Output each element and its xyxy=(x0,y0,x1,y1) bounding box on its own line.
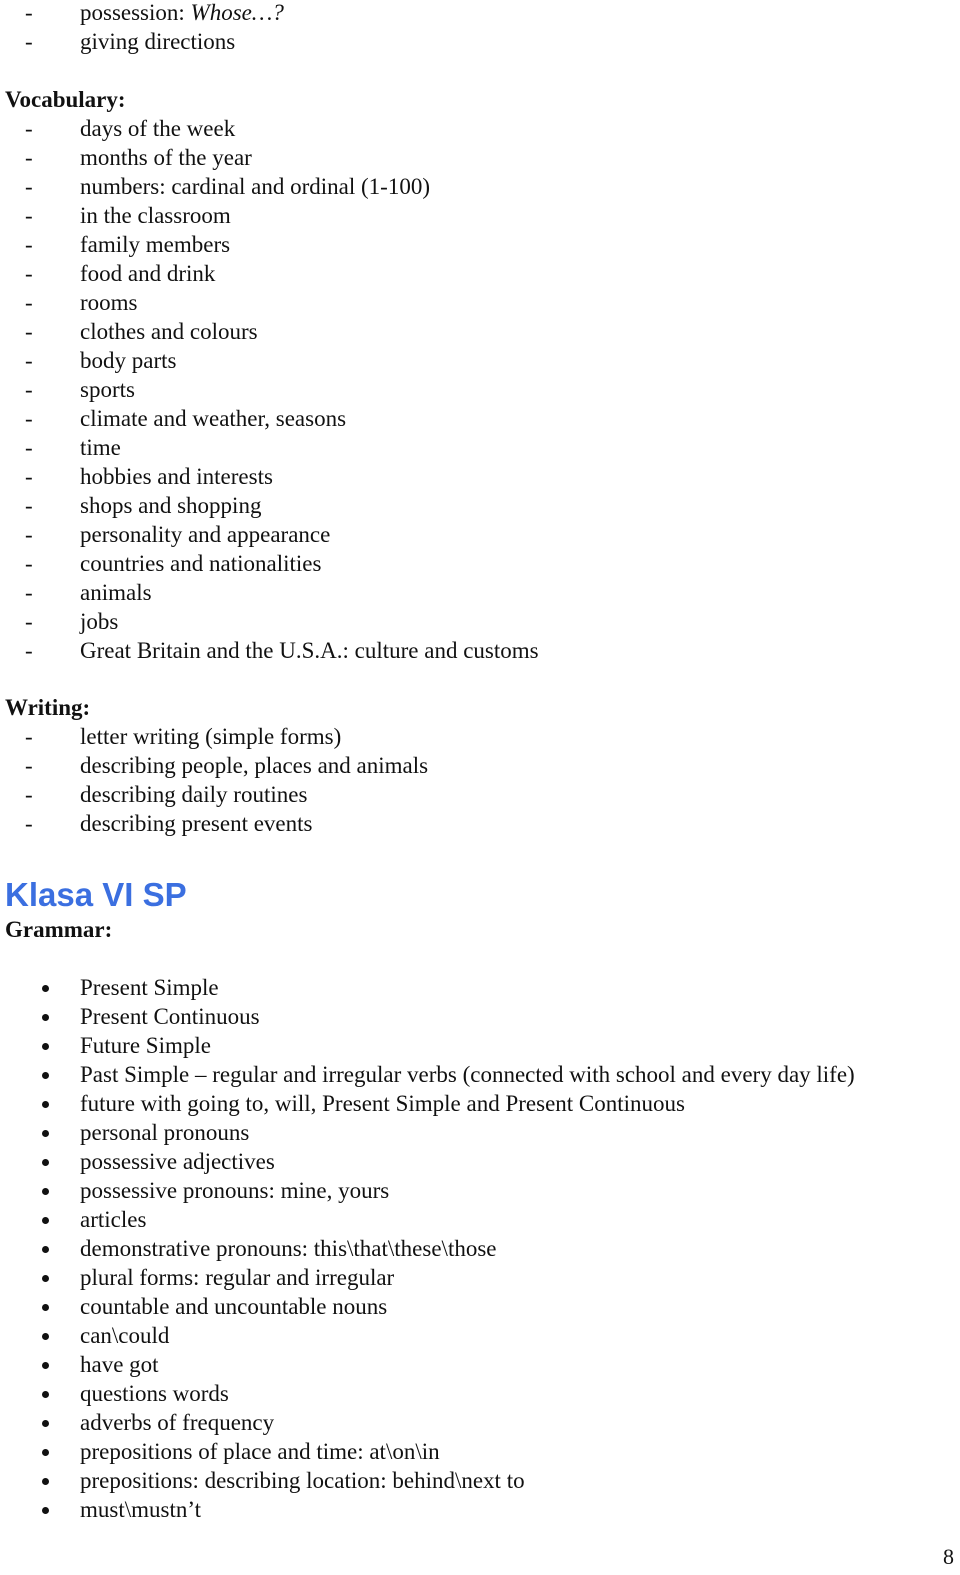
list-item-text: demonstrative pronouns: this\that\these\those xyxy=(80,1236,497,1261)
list-item-text: time xyxy=(80,435,121,460)
list-item-text: adverbs of frequency xyxy=(80,1410,275,1435)
list-item-text: personality and appearance xyxy=(80,522,331,547)
list-item-text: jobs xyxy=(80,609,119,634)
bullet-icon xyxy=(42,1043,49,1050)
dash-marker: - xyxy=(25,522,33,547)
bullet-icon xyxy=(42,1362,49,1369)
dash-marker: - xyxy=(25,724,33,749)
dash-marker: - xyxy=(25,377,33,402)
list-item-text: Present Continuous xyxy=(80,1004,260,1029)
list-item-text: body parts xyxy=(80,348,177,373)
list-item-text: can\could xyxy=(80,1323,170,1348)
dash-marker: - xyxy=(25,145,33,170)
bullet-icon xyxy=(42,1159,49,1166)
writing-heading: Writing: xyxy=(5,695,91,720)
dash-marker: - xyxy=(25,261,33,286)
bullet-icon xyxy=(42,1130,49,1137)
list-item-text: describing people, places and animals xyxy=(80,753,429,778)
list-item-text: family members xyxy=(80,232,231,257)
bullet-icon xyxy=(42,1449,49,1456)
dash-marker: - xyxy=(25,406,33,431)
dash-marker: - xyxy=(25,348,33,373)
list-item-text: describing daily routines xyxy=(80,782,308,807)
list-item-text: prepositions of place and time: at\on\in xyxy=(80,1439,440,1464)
list-item-text: possessive pronouns: mine, yours xyxy=(80,1178,390,1203)
list-item-text: months of the year xyxy=(80,145,252,170)
dash-marker: - xyxy=(25,753,33,778)
list-item-text: Past Simple – regular and irregular verbs (connected with school and every day life) xyxy=(80,1062,855,1087)
bullet-icon xyxy=(42,1217,49,1224)
list-item-text: rooms xyxy=(80,290,138,315)
list-item-text: Great Britain and the U.S.A.: culture and customs xyxy=(80,638,539,663)
list-item-text: in the classroom xyxy=(80,203,231,228)
bullet-icon xyxy=(42,1478,49,1485)
list-item-text: hobbies and interests xyxy=(80,464,273,489)
dash-marker: - xyxy=(25,464,33,489)
dash-marker: - xyxy=(25,609,33,634)
list-item-text: animals xyxy=(80,580,152,605)
list-item-text: clothes and colours xyxy=(80,319,258,344)
list-item-text: Present Simple xyxy=(80,975,219,1000)
bullet-icon xyxy=(42,1101,49,1108)
list-item-text: personal pronouns xyxy=(80,1120,250,1145)
bullet-icon xyxy=(42,985,49,992)
list-item-text: plural forms: regular and irregular xyxy=(80,1265,395,1290)
list-item-text: days of the week xyxy=(80,116,236,141)
bullet-icon xyxy=(42,1507,49,1514)
dash-marker: - xyxy=(25,435,33,460)
list-item-text: future with going to, will, Present Simple and Present Continuous xyxy=(80,1091,685,1116)
dash-marker: - xyxy=(25,232,33,257)
dash-marker: - xyxy=(25,638,33,663)
class-title: Klasa VI SP xyxy=(5,876,187,913)
dash-marker: - xyxy=(25,174,33,199)
dash-marker: - xyxy=(25,811,33,836)
list-item-text: countries and nationalities xyxy=(80,551,322,576)
bullet-icon xyxy=(42,1072,49,1079)
list-item-text: prepositions: describing location: behind\next to xyxy=(80,1468,525,1493)
list-item-text: giving directions xyxy=(80,29,236,54)
list-item-text: food and drink xyxy=(80,261,216,286)
list-item-text: have got xyxy=(80,1352,159,1377)
list-item-text: letter writing (simple forms) xyxy=(80,724,342,749)
dash-marker: - xyxy=(25,580,33,605)
grammar-heading: Grammar: xyxy=(5,917,113,942)
dash-marker: - xyxy=(25,319,33,344)
list-item-text: questions words xyxy=(80,1381,229,1406)
bullet-icon xyxy=(42,1246,49,1253)
list-item-text: countable and uncountable nouns xyxy=(80,1294,388,1319)
list-item-text: articles xyxy=(80,1207,147,1232)
list-item-text: possession: Whose…? xyxy=(80,0,284,25)
list-item-text: sports xyxy=(80,377,135,402)
dash-marker: - xyxy=(25,116,33,141)
page-number: 8 xyxy=(943,1544,954,1569)
vocabulary-heading: Vocabulary: xyxy=(5,87,126,112)
dash-marker: - xyxy=(25,290,33,315)
bullet-icon xyxy=(42,1275,49,1282)
bullet-icon xyxy=(42,1420,49,1427)
dash-marker: - xyxy=(25,551,33,576)
list-item-text: shops and shopping xyxy=(80,493,262,518)
list-item-text: climate and weather, seasons xyxy=(80,406,347,431)
bullet-icon xyxy=(42,1391,49,1398)
dash-marker: - xyxy=(25,782,33,807)
list-item-text: must\mustn’t xyxy=(80,1497,201,1522)
bullet-icon xyxy=(42,1014,49,1021)
bullet-icon xyxy=(42,1188,49,1195)
dash-marker: - xyxy=(25,0,33,25)
list-item-text: Future Simple xyxy=(80,1033,211,1058)
list-item-text: numbers: cardinal and ordinal (1-100) xyxy=(80,174,430,199)
bullet-icon xyxy=(42,1304,49,1311)
bullet-icon xyxy=(42,1333,49,1340)
dash-marker: - xyxy=(25,29,33,54)
dash-marker: - xyxy=(25,203,33,228)
dash-marker: - xyxy=(25,493,33,518)
list-item-text: describing present events xyxy=(80,811,313,836)
list-item-text: possessive adjectives xyxy=(80,1149,275,1174)
